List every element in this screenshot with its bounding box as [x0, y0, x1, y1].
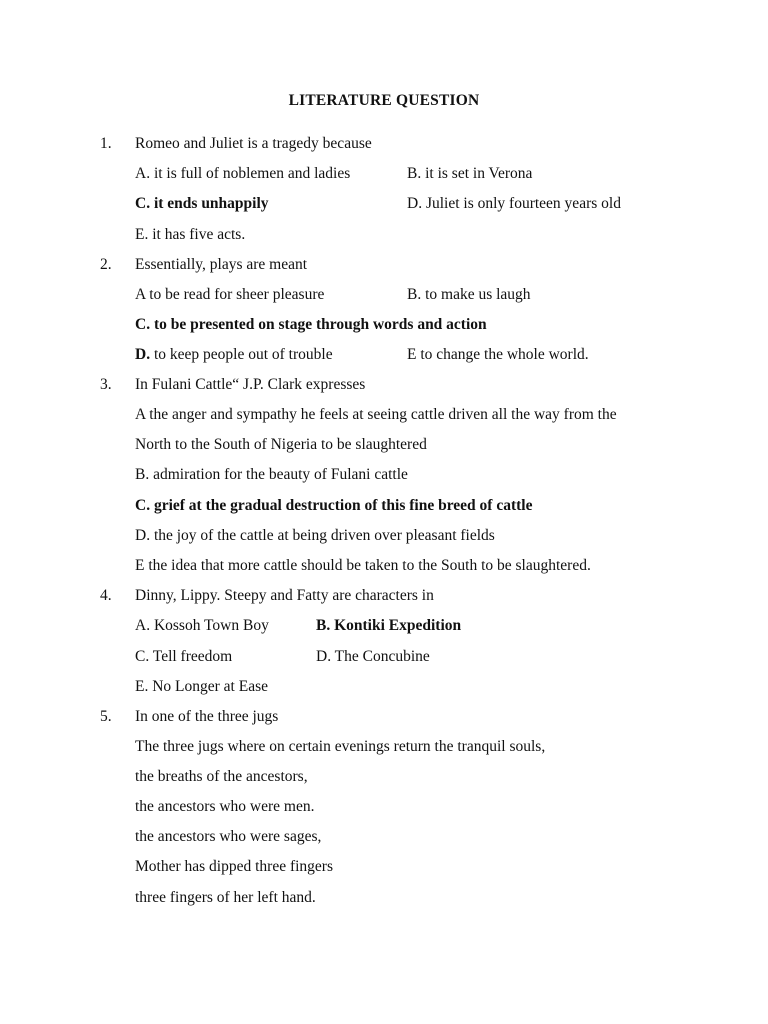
option-a: A. Kossoh Town Boy — [135, 617, 269, 634]
option-c-answer: C. to be presented on stage through words and action — [135, 316, 487, 333]
option-c-answer: C. grief at the gradual destruction of this fine breed of cattle — [135, 497, 533, 514]
option-b-answer: B. Kontiki Expedition — [316, 617, 462, 634]
option-d: D. The Concubine — [316, 648, 430, 665]
question-stem: Essentially, plays are meant — [135, 256, 308, 273]
option-a: A to be read for sheer pleasure — [135, 286, 325, 303]
question-number: 2. — [100, 256, 112, 273]
option-b: B. to make us laugh — [407, 286, 531, 303]
option-e: E. it has five acts. — [135, 226, 246, 243]
option-a: A. it is full of noblemen and ladies — [135, 165, 351, 182]
poem-line: the breaths of the ancestors, — [135, 768, 308, 785]
option-e: E the idea that more cattle should be taken to the South to be slaughtered. — [135, 557, 591, 574]
question-number: 4. — [100, 587, 112, 604]
option-d-text: to keep people out of trouble — [153, 346, 333, 363]
option-a-line-1: A the anger and sympathy he feels at seeing cattle driven all the way from the — [135, 406, 617, 423]
option-d: D. the joy of the cattle at being driven over pleasant fields — [135, 527, 495, 544]
question-stem: In Fulani Cattle“ J.P. Clark expresses — [135, 376, 366, 393]
question-number: 1. — [100, 135, 112, 152]
option-a-line-2: North to the South of Nigeria to be slaughtered — [135, 436, 427, 453]
option-c: C. Tell freedom — [135, 648, 233, 665]
page-title: LITERATURE QUESTION — [288, 92, 480, 109]
option-d-label: D. — [135, 346, 151, 363]
option-b: B. admiration for the beauty of Fulani cattle — [135, 466, 408, 483]
question-stem: Dinny, Lippy. Steepy and Fatty are characters in — [135, 587, 434, 604]
question-stem: In one of the three jugs — [135, 708, 279, 725]
poem-line: the ancestors who were sages, — [135, 828, 322, 845]
option-c-answer: C. it ends unhappily — [135, 195, 269, 212]
option-e: E to change the whole world. — [407, 346, 589, 363]
poem-line: three fingers of her left hand. — [135, 889, 316, 906]
poem-line: The three jugs where on certain evenings return the tranquil souls, — [135, 738, 546, 755]
option-d — [135, 344, 333, 366]
question-number: 3. — [100, 376, 112, 393]
question-number: 5. — [100, 708, 112, 725]
question-stem: Romeo and Juliet is a tragedy because — [135, 135, 372, 152]
poem-line: the ancestors who were men. — [135, 798, 315, 815]
option-b: B. it is set in Verona — [407, 165, 533, 182]
poem-line: Mother has dipped three fingers — [135, 858, 333, 875]
option-d: D. Juliet is only fourteen years old — [407, 195, 621, 212]
option-e: E. No Longer at Ease — [135, 678, 268, 695]
